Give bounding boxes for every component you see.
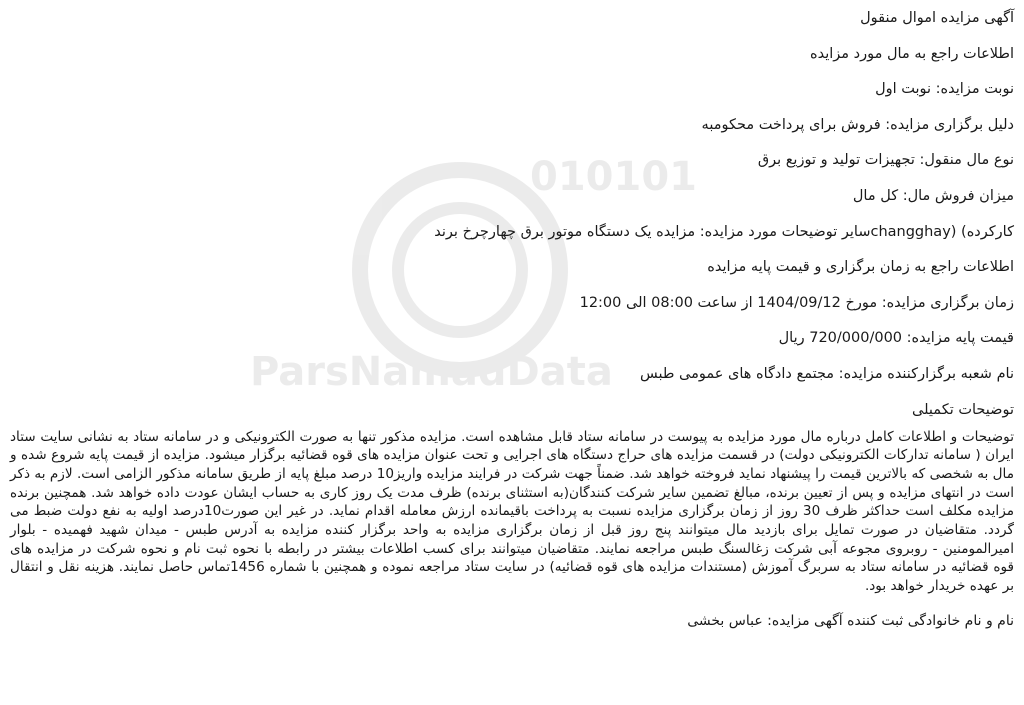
auction-datetime: زمان برگزاری مزایده: مورخ 1404/09/12 از ساعت 08:00 الی 12:00: [579, 294, 1014, 311]
property-type: نوع مال منقول: تجهیزات تولید و توزیع برق: [757, 152, 1014, 169]
registrar-name: نام و نام خانوادگی ثبت کننده آگهی مزایده: عباس بخشی: [687, 612, 1014, 629]
extra-description-heading: توضیحات تکمیلی: [912, 401, 1014, 418]
item-info-heading: اطلاعات راجع به مال مورد مزایده: [810, 45, 1014, 62]
notice-title: آگهی مزایده اموال منقول: [860, 10, 1014, 26]
auction-reason: دلیل برگزاری مزایده: فروش برای پرداخت محکومبه: [701, 116, 1014, 133]
other-description: کارکرده) (changghayسایر توضیحات مورد مزایده: مزایده یک دستگاه موتور برق چهارچرخ برند: [434, 223, 1014, 240]
watermark-brand-text: ParsNamadData: [250, 349, 613, 395]
auction-round: نوبت مزایده: نوبت اول: [875, 81, 1014, 98]
extra-description-text: توضیحات و اطلاعات کامل درباره مال مورد مزایده به پیوست در سامانه ستاد قابل مشاهده است. مزایده مذکور تنها به صورت الکترونیکی و در سامانه ستاد به نشانی سایت ستاد ایران ( سامانه تدارکات الکترونیکی دولت) در قسمت مزایده های حراج دستگاه های اجرایی و تحت عنوان مزایده های قوه قضائیه برگزار میشود. مزایده از قیمت پایه شروع شده و مال به شخصی که بالاترین قیمت را پیشنهاد نماید فروخته خواهد شد. ضمناً جهت شرکت در فرایند مزایده واریز10 درصد مبلغ پایه از طریق سامانه مذکور الزامی است. لازم به ذکر است در انتهای مزایده و پس از تعیین برنده، مبالغ تضمین سایر شرکت کنندگان(به استثنای برنده) ظرف مدت یک روز کاری به حساب ایشان عودت داده خواهد شد. همچنین برنده مزایده مکلف است حداکثر ظرف 30 روز از زمان برگزاری مزایده نسبت به پرداخت باقیمانده ارزش معامله اقدام نماید. در غیر این صورت10درصد اولیه به نفع دولت ضبط می گردد. متقاضیان در صورت تمایل برای بازدید مال میتوانند پنج روز قبل از زمان برگزاری مزایده به واحد برگزار کننده مزایده به آدرس طبس - میدان شهید فهمیده - بلوار امیرالمومنین - روبروی مجوعه آبی شرکت زغالسنگ طبس مراجعه نمایند. متقاضیان میتوانند برای کسب اطلاعات بیشتر در رابطه با نحوه ثبت نام و نحوه شرکت در مزایده های قوه قضائیه در سامانه ستاد به سربرگ آموزش (مستندات مزایده های قوه قضائیه) در سایت ستاد مراجعه نموده و همچنین با شماره 1456تماس حاصل نمایند. هزینه نقل و انتقال بر عهده خریدار خواهد بود.: [10, 428, 1015, 595]
time-price-heading: اطلاعات راجع به زمان برگزاری و قیمت پایه مزایده: [707, 259, 1014, 276]
sale-amount: میزان فروش مال: کل مال: [852, 187, 1014, 204]
svg-text:010101: 010101: [530, 154, 697, 200]
base-price: قیمت پایه مزایده: 720/000/000 ریال: [778, 330, 1014, 347]
branch-name: نام شعبه برگزارکننده مزایده: مجتمع دادگاه های عمومی طبس: [639, 365, 1014, 382]
